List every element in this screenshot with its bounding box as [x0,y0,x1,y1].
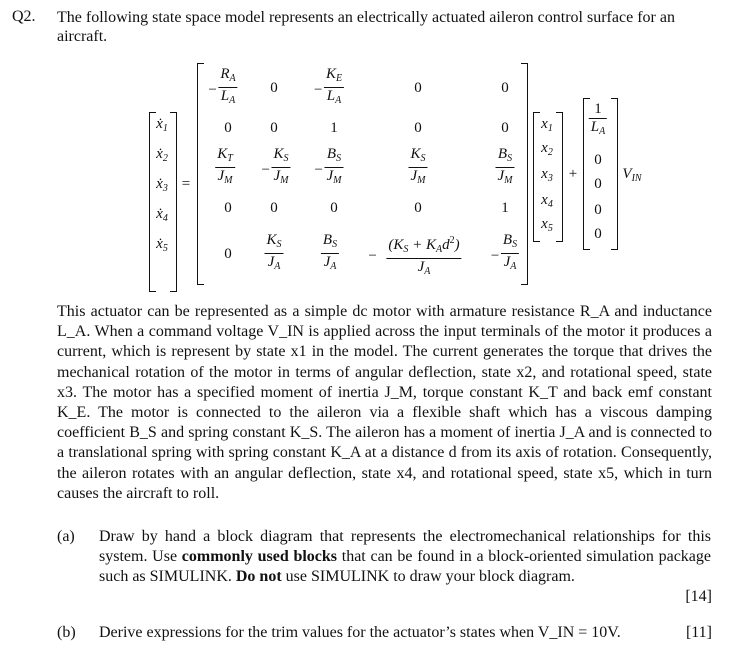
lhs-x4dot: ẋ$_4$ [156,206,168,224]
input-right-bracket [611,98,618,250]
description-paragraph: This actuator can be represented as a simple dc motor with armature resistance R_A and inductance L_A. When a command voltage V_IN is applied across the input terminals of the motor it produces a current, which is represent by state x1 in the model. The current generates the torque that drives the mechanical rotation of the motor in terms of angular deflection, state x2, and rotational speed, state x3. The motor has a specified moment of inertia J_M, torque constant K_T and back emf constant K_E. The motor is connected to the aileron via a flexible shaft which has a viscous damping coefficient B_S and spring constant K_S. The aileron has a moment of inertia J_A and is connected to a translational spring with spring constant K_A at a distance d from its axis of rotation. Consequently, the aileron rotates with an angular deflection, state x4, and rotational speed, state x5, which in turn causes the aircraft to roll. [57,303,712,502]
a34: $\frac{K_S}{J_M}$ [410,146,426,186]
matrix-a-left-bracket [197,63,204,285]
a53: $\frac{B_S}{J_A}$ [322,232,338,272]
question-intro: The following state space model represents an electrically actuated aileron control surface for an aircraft. [57,9,675,45]
a31: $\frac{K_T}{J_M}$ [217,146,233,186]
a51: 0 [224,246,232,262]
lhs-x5dot: ẋ$_5$ [156,236,168,254]
part-a-label: (a) [57,528,75,545]
equals-sign: = [181,176,191,192]
state-x1: $x_1$ [541,116,553,134]
a24: 0 [414,120,422,136]
b2: 0 [594,152,602,168]
part-a-bold-2: Do not [235,568,282,585]
lhs-right-bracket [170,112,177,292]
a41: 0 [224,200,232,216]
state-x2: $x_2$ [541,140,553,158]
state-space-equation [0,60,742,285]
a25: 0 [501,120,509,136]
a11: − $R_A$ $L_A$ [208,66,236,106]
lhs-left-bracket [149,112,156,292]
state-x4: $x_4$ [541,192,553,210]
a44: 0 [414,200,422,216]
a35: $\frac{B_S}{J_M}$ [497,146,513,186]
a15: 0 [501,80,509,96]
plus-sign: + [568,166,578,182]
b4: 0 [594,202,602,218]
part-b-label: (b) [57,624,76,641]
b1: $\frac{1}{L_A}$ [590,101,606,137]
a14: 0 [414,80,422,96]
a32: − $K_S$ $J_M$ [261,146,289,186]
a23: 1 [330,120,338,136]
a13: − $K_E$ $L_A$ [313,66,343,106]
a12: 0 [270,80,278,96]
a22: 0 [270,120,278,136]
state-x5: $x_5$ [541,216,553,234]
state-left-bracket [533,112,540,242]
a52: $\frac{K_S}{J_A}$ [266,232,282,272]
b5: 0 [594,226,602,242]
input-vin: $V_{IN}$ [622,166,642,184]
matrix-a-right-bracket [521,63,528,285]
a45: 1 [501,200,509,216]
part-b-text: Derive expressions for the trim values for the actuator’s states when V_IN = 10V. [99,624,621,641]
part-a-text: Draw by hand a block diagram that represents the electromechanical relationships for this system. Use commonly used blocks that can be found in a block-oriented simulation package such as SIMULINK. Do not use SIMULINK to draw your block diagram. [99,528,711,585]
a54: − $(K_S + K_Ad^2)$ $J_A$ [386,232,461,280]
a55: − $B_S$ $J_A$ [490,232,518,272]
lhs-x1dot: ẋ$_1$ [156,116,168,134]
b3: 0 [594,176,602,192]
state-right-bracket [556,112,563,242]
lhs-x3dot: ẋ$_3$ [156,176,168,194]
a42: 0 [270,200,278,216]
part-b-marks: [11] [685,624,712,641]
state-x3: $x_3$ [541,166,553,184]
a21: 0 [224,120,232,136]
question-number: Q2. [12,8,36,25]
part-a-marks: [14] [685,588,712,605]
part-a-bold-1: commonly used blocks [181,548,338,565]
a33: − $B_S$ $J_M$ [314,146,342,186]
a43: 0 [330,200,338,216]
lhs-x2dot: ẋ$_2$ [156,146,168,164]
